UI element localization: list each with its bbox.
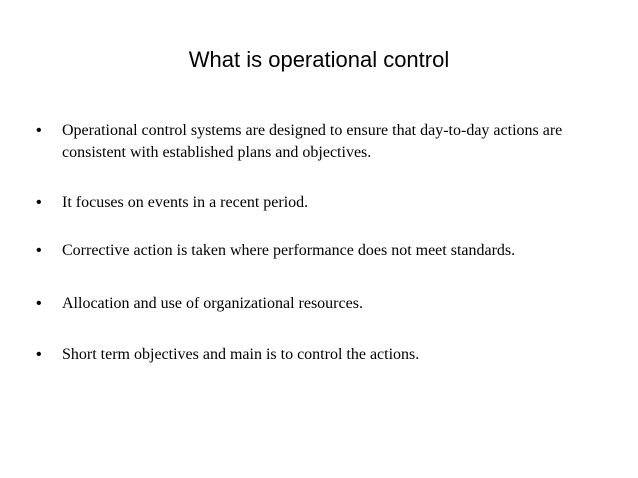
bullet-text: Allocation and use of organizational resources. xyxy=(62,295,363,312)
bullet-icon: • xyxy=(36,346,42,363)
bullet-icon: • xyxy=(36,122,42,139)
bullet-text: Corrective action is taken where performance does not meet standards. xyxy=(62,242,516,259)
bullet-text: It focuses on events in a recent period. xyxy=(62,194,309,211)
bullet-icon: • xyxy=(36,295,42,312)
bullet-icon: • xyxy=(36,242,42,259)
bullet-icon: • xyxy=(36,194,42,211)
bullet-text: Operational control systems are designed to ensure that day-to-day actions are consistent with established plans and objectives. xyxy=(62,122,563,161)
bullet-text: Short term objectives and main is to control the actions. xyxy=(62,346,420,363)
slide-title: What is operational control xyxy=(188,47,450,72)
